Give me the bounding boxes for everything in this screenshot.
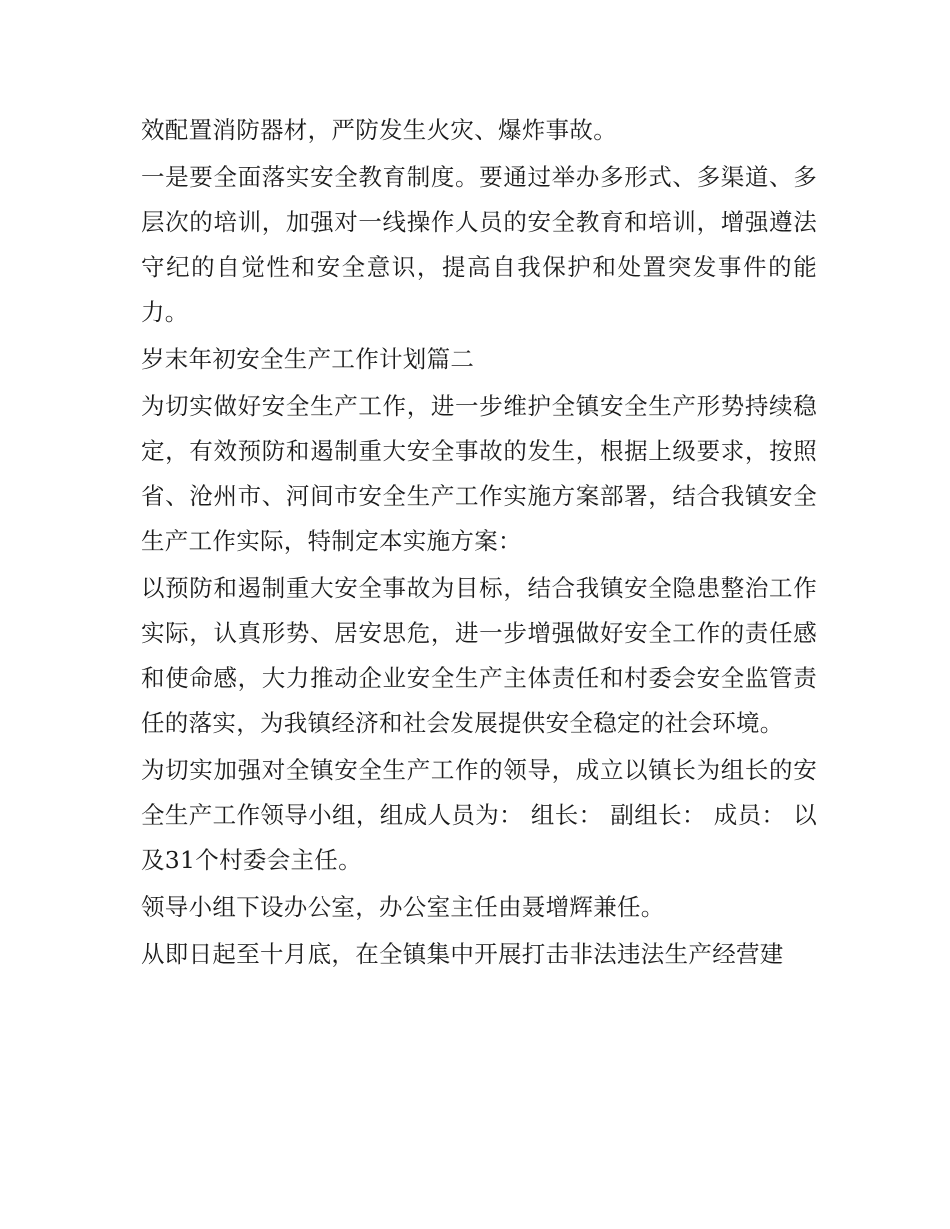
paragraph: 一是要全面落实安全教育制度。要通过举办多形式、多渠道、多层次的培训，加强对一线操作人员的安全教育和培训，增强遵法守纪的自觉性和安全意识，提高自我保护和处置突发事件的能力。 bbox=[141, 163, 817, 326]
paragraph: 为切实做好安全生产工作，进一步维护全镇安全生产形势持续稳定，有效预防和遏制重大安全事故的发生，根据上级要求，按照省、沧州市、河间市安全生产工作实施方案部署，结合我镇安全生产工作实际，特制定本实施方案： bbox=[141, 392, 817, 555]
paragraph: 领导小组下设办公室，办公室主任由聂增辉兼任。 bbox=[141, 893, 665, 921]
paragraph: 以预防和遏制重大安全事故为目标，结合我镇安全隐患整治工作实际，认真形势、居安思危，进一步增强做好安全工作的责任感和使命感，大力推动企业安全生产主体责任和村委会安全监管责任的落实，为我镇经济和社会发展提供安全稳定的社会环境。 bbox=[141, 574, 817, 737]
paragraph: 效配置消防器材，严防发生火灾、爆炸事故。 bbox=[141, 116, 617, 144]
paragraph: 从即日起至十月底，在全镇集中开展打击非法违法生产经营建 bbox=[141, 940, 784, 968]
paragraph: 为切实加强对全镇安全生产工作的领导，成立以镇长为组长的安全生产工作领导小组，组成人员为： 组长： 副组长： 成员： 以及31个村委会主任。 bbox=[141, 756, 817, 874]
document-body bbox=[141, 108, 817, 979]
section-heading: 岁末年初安全生产工作计划篇二 bbox=[141, 345, 475, 373]
